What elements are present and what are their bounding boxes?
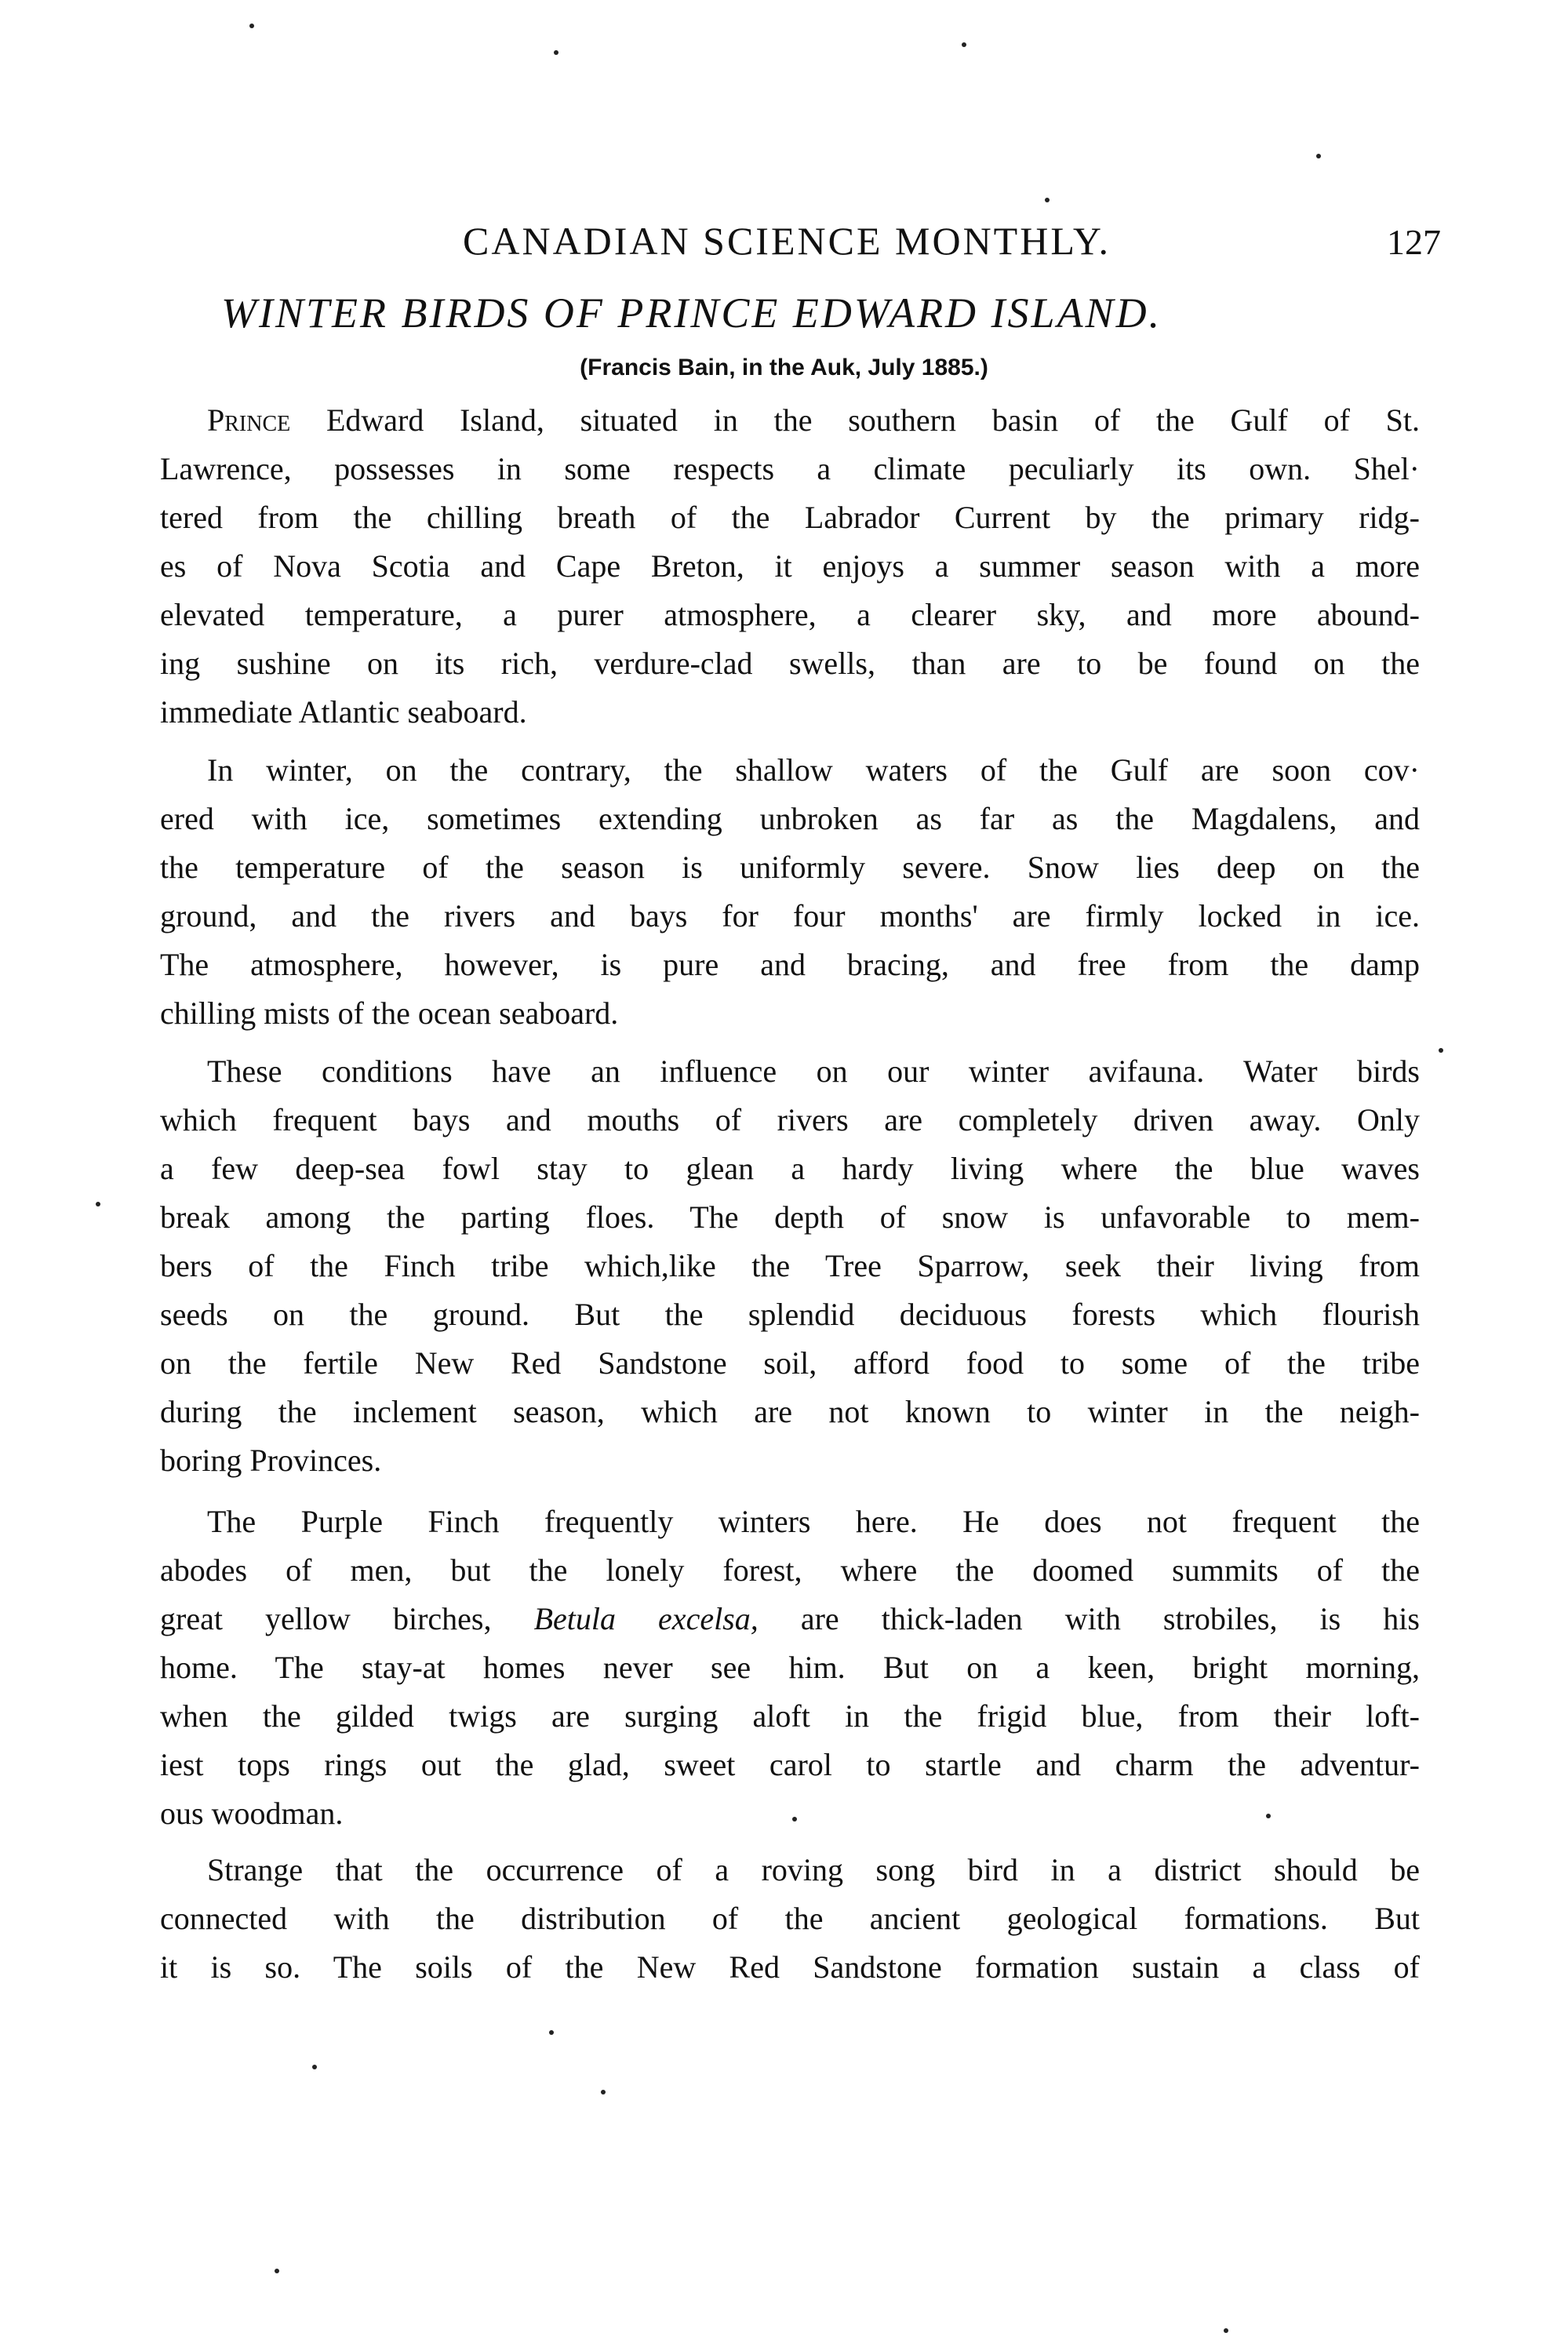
line-text: Edward Island, situated in the southern basin of the Gulf of St. bbox=[290, 402, 1420, 438]
page-number: 127 bbox=[1387, 222, 1441, 262]
print-speck bbox=[1316, 154, 1321, 158]
text-line: when the gilded twigs are surging aloft in the frigid blue, from their loft- bbox=[160, 1698, 1420, 1734]
print-speck bbox=[601, 2090, 606, 2094]
species-name: Betula excelsa, bbox=[533, 1601, 759, 1636]
print-speck bbox=[1045, 198, 1050, 202]
paragraph-3 bbox=[160, 1047, 1420, 1485]
text-line: abodes of men, but the lonely forest, where the doomed summits of the bbox=[160, 1552, 1420, 1588]
text-line: These conditions have an influence on our winter avifauna. Water birds bbox=[207, 1054, 1420, 1089]
text-line: boring Provinces. bbox=[160, 1443, 382, 1478]
text-line: The atmosphere, however, is pure and bracing, and free from the damp bbox=[160, 947, 1420, 982]
print-speck bbox=[1439, 1048, 1443, 1053]
text-line: home. The stay-at homes never see him. But on a keen, bright morning, bbox=[160, 1650, 1420, 1685]
text-line: a few deep-sea fowl stay to glean a hardy living where the blue waves bbox=[160, 1151, 1420, 1186]
text-line: In winter, on the contrary, the shallow waters of the Gulf are soon cov· bbox=[207, 752, 1420, 788]
text-line: it is so. The soils of the New Red Sandstone formation sustain a class of bbox=[160, 1949, 1420, 1985]
text-line: connected with the distribution of the ancient geological formations. But bbox=[160, 1901, 1420, 1936]
text-line: ous woodman. bbox=[160, 1796, 344, 1831]
article-byline: (Francis Bain, in the Auk, July 1885.) bbox=[580, 355, 988, 380]
text-line: elevated temperature, a purer atmosphere, a clearer sky, and more abound- bbox=[160, 597, 1420, 632]
text-line: The Purple Finch frequently winters here. He does not frequent the bbox=[207, 1504, 1420, 1539]
text-line: Strange that the occurrence of a roving song bird in a district should be bbox=[207, 1852, 1420, 1887]
print-speck bbox=[96, 1202, 100, 1206]
text-line: bers of the Finch tribe which,like the Tree Sparrow, seek their living from bbox=[160, 1248, 1420, 1283]
text-line: during the inclement season, which are not known to winter in the neigh- bbox=[160, 1394, 1420, 1429]
lead-word: Prince bbox=[207, 402, 291, 438]
paragraph-2 bbox=[160, 746, 1420, 1038]
text-line: break among the parting floes. The depth of snow is unfavorable to mem- bbox=[160, 1199, 1420, 1235]
paragraph-1 bbox=[160, 396, 1420, 737]
print-speck bbox=[249, 24, 254, 28]
text-line: seeds on the ground. But the splendid deciduous forests which flourish bbox=[160, 1297, 1420, 1332]
text-line: chilling mists of the ocean seaboard. bbox=[160, 995, 619, 1031]
text-line: ground, and the rivers and bays for four months' are firmly locked in ice. bbox=[160, 898, 1420, 933]
print-speck bbox=[1224, 2328, 1228, 2333]
article-title: WINTER BIRDS OF PRINCE EDWARD ISLAND. bbox=[221, 289, 1162, 337]
text-line: the temperature of the season is uniformly severe. Snow lies deep on the bbox=[160, 850, 1420, 885]
paragraph-4 bbox=[160, 1498, 1420, 1838]
print-speck bbox=[962, 42, 966, 47]
text-line bbox=[160, 396, 1420, 445]
line-text: great yellow birches, bbox=[160, 1601, 492, 1636]
text-line: es of Nova Scotia and Cape Breton, it enjoys a summer season with a more bbox=[160, 548, 1420, 584]
text-line: Lawrence, possesses in some respects a climate peculiarly its own. Shel· bbox=[160, 451, 1420, 486]
text-line bbox=[160, 1595, 1420, 1643]
print-speck bbox=[554, 50, 558, 55]
text-line: tered from the chilling breath of the Labrador Current by the primary ridg- bbox=[160, 500, 1420, 535]
text-line: which frequent bays and mouths of rivers are completely driven away. Only bbox=[160, 1102, 1420, 1137]
text-line: iest tops rings out the glad, sweet carol to startle and charm the adventur- bbox=[160, 1747, 1420, 1782]
text-line: on the fertile New Red Sandstone soil, afford food to some of the tribe bbox=[160, 1345, 1420, 1381]
text-line: immediate Atlantic seaboard. bbox=[160, 694, 527, 730]
paragraph-5 bbox=[160, 1846, 1420, 1992]
running-head: CANADIAN SCIENCE MONTHLY. bbox=[463, 219, 1111, 263]
text-line: ing sushine on its rich, verdure-clad swells, than are to be found on the bbox=[160, 646, 1420, 681]
text-line: ered with ice, sometimes extending unbroken as far as the Magdalens, and bbox=[160, 801, 1420, 836]
line-text: are thick-laden with strobiles, is his bbox=[758, 1601, 1420, 1636]
print-speck bbox=[549, 2030, 554, 2035]
print-speck bbox=[275, 2269, 279, 2273]
print-speck bbox=[312, 2065, 317, 2069]
